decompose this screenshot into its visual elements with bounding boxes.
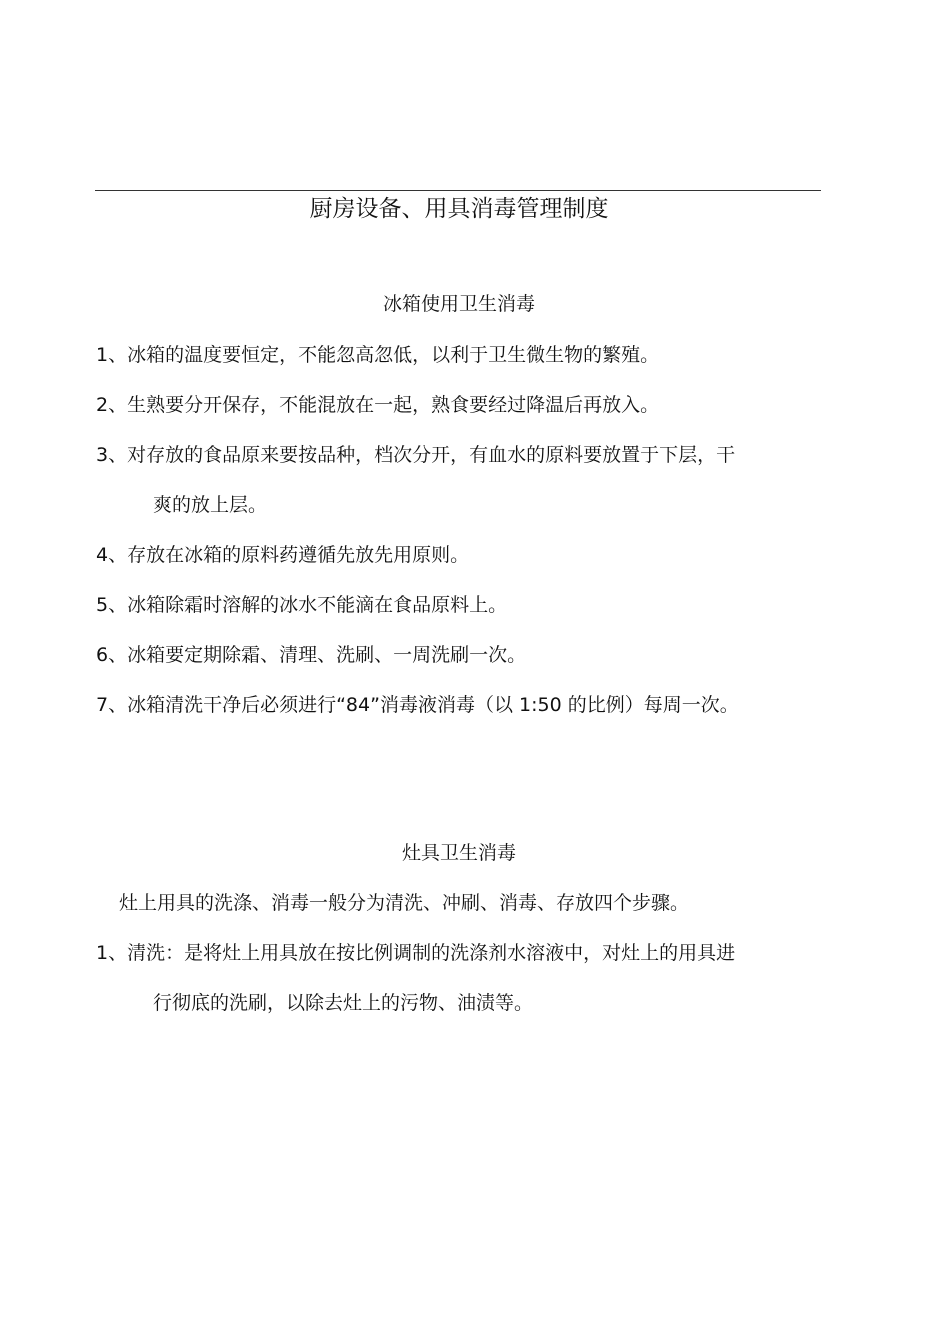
section-heading-stove: 灶具卫生消毒 — [401, 842, 516, 864]
header-rule — [95, 190, 821, 191]
document-title: 厨房设备、用具消毒管理制度 — [309, 196, 609, 222]
paragraph-line-continued: 爽的放上层。 — [153, 494, 268, 516]
paragraph-line: 6、冰箱要定期除霜、清理、洗刷、一周洗刷一次。 — [96, 644, 527, 666]
paragraph-line: 1、清洗：是将灶上用具放在按比例调制的洗涤剂水溶液中，对灶上的用具进 — [96, 942, 736, 964]
paragraph-line-continued: 行彻底的洗刷，以除去灶上的污物、油渍等。 — [153, 992, 534, 1014]
paragraph-line: 7、冰箱清洗干净后必须进行“84”消毒液消毒（以 1:50 的比例）每周一次。 — [96, 694, 739, 716]
paragraph-line: 3、对存放的食品原来要按品种，档次分开，有血水的原料要放置于下层，干 — [96, 444, 736, 466]
paragraph-line: 1、冰箱的温度要恒定，不能忽高忽低，以利于卫生微生物的繁殖。 — [96, 344, 660, 366]
section-heading-fridge: 冰箱使用卫生消毒 — [382, 293, 535, 315]
paragraph-line: 4、存放在冰箱的原料药遵循先放先用原则。 — [96, 544, 470, 566]
paragraph-line-intro: 灶上用具的洗涤、消毒一般分为清洗、冲刷、消毒、存放四个步骤。 — [119, 892, 690, 914]
paragraph-line: 2、生熟要分开保存，不能混放在一起，熟食要经过降温后再放入。 — [96, 394, 660, 416]
paragraph-line: 5、冰箱除霜时溶解的冰水不能滴在食品原料上。 — [96, 594, 508, 616]
